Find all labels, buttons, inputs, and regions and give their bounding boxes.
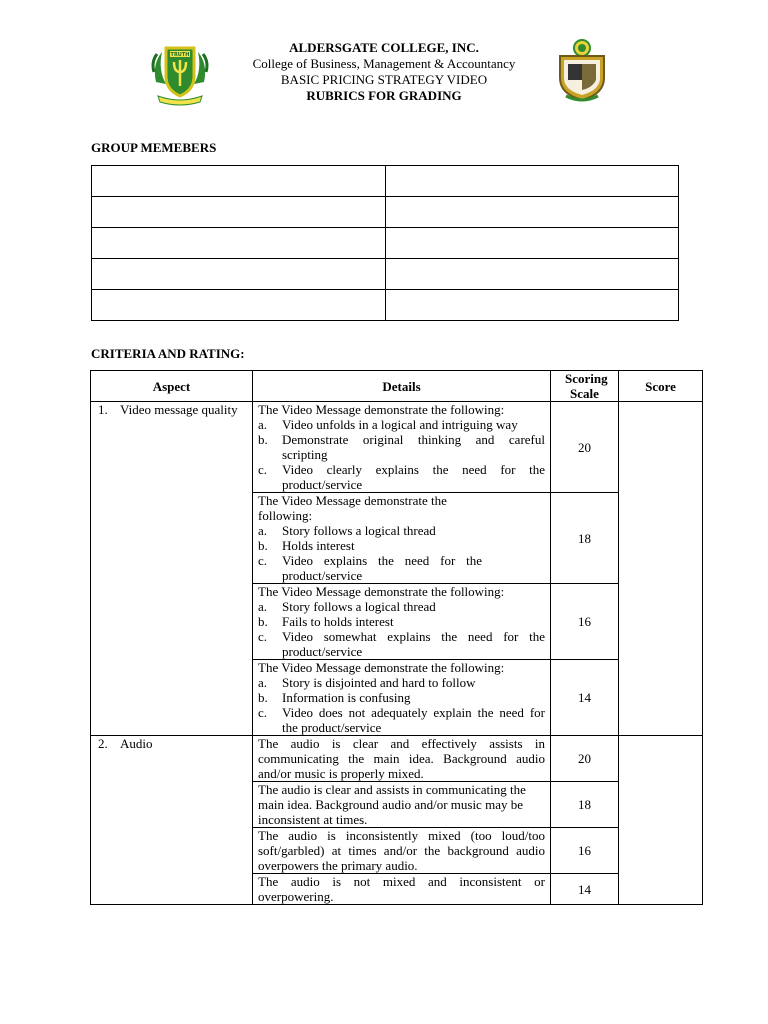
list-item: a. Story follows a logical thread	[258, 523, 436, 538]
member-cell[interactable]	[92, 259, 386, 290]
list-item: c. Video does not adequately explain the need for the product/service	[258, 705, 545, 735]
aspect-number: 1.	[98, 402, 108, 417]
list-item: b. Information is confusing	[258, 690, 411, 705]
rubric-header-row	[91, 371, 703, 402]
college-name: ALDERSGATE COLLEGE, INC.	[289, 40, 479, 55]
member-cell[interactable]	[385, 290, 679, 321]
list-item: b. Fails to holds interest	[258, 614, 394, 629]
subject-title: BASIC PRICING STRATEGY VIDEO	[280, 72, 488, 87]
aspect-cell	[91, 736, 253, 905]
scoring-scale-cell: 16	[551, 584, 619, 660]
scoring-scale-cell: 20	[551, 736, 619, 782]
group-members-title: GROUP MEMEBERS	[91, 140, 217, 155]
column-header-details: Details	[253, 371, 551, 402]
details-cell	[253, 402, 551, 493]
scoring-scale-cell: 18	[551, 493, 619, 584]
details-lead: The Video Message demonstrate the following:	[258, 402, 505, 417]
member-cell[interactable]	[92, 166, 386, 197]
list-item: c. Video clearly explains the need for the product/service	[258, 462, 545, 492]
details-cell: The audio is clear and assists in communicating the main idea. Background audio and/or music may be inconsistent at times.	[253, 782, 551, 828]
scoring-scale-cell: 14	[551, 874, 619, 905]
member-row	[92, 228, 679, 259]
details-cell: The audio is not mixed and inconsistent or overpowering.	[253, 874, 551, 905]
list-item: b. Demonstrate original thinking and careful scripting	[258, 432, 545, 462]
member-cell[interactable]	[385, 259, 679, 290]
document-header	[0, 40, 768, 104]
aspect-cell	[91, 402, 253, 736]
details-lead: The Video Message demonstrate the following:	[258, 584, 505, 599]
rubric-title: RUBRICS FOR GRADING	[306, 88, 462, 103]
list-item: a. Story is disjointed and hard to follow	[258, 675, 476, 690]
member-row	[92, 259, 679, 290]
aspect-number: 2.	[98, 736, 108, 751]
column-header-scoring-scale: Scoring Scale	[551, 371, 619, 402]
details-lead: The Video Message demonstrate the following:	[258, 493, 447, 523]
member-row	[92, 290, 679, 321]
scoring-scale-cell: 18	[551, 782, 619, 828]
details-cell	[253, 493, 551, 584]
criteria-title: CRITERIA AND RATING:	[91, 346, 245, 361]
member-cell[interactable]	[385, 197, 679, 228]
rubric-row	[91, 736, 703, 782]
scoring-scale-cell: 20	[551, 402, 619, 493]
column-header-score: Score	[619, 371, 703, 402]
member-cell[interactable]	[385, 228, 679, 259]
aspect-name: Video message quality	[120, 402, 238, 417]
member-cell[interactable]	[92, 228, 386, 259]
group-members-table	[91, 165, 679, 321]
list-item: a. Video unfolds in a logical and intriguing way	[258, 417, 518, 432]
score-cell[interactable]	[619, 402, 703, 736]
rubric-table	[90, 370, 703, 905]
member-cell[interactable]	[92, 290, 386, 321]
details-cell	[253, 660, 551, 736]
member-cell[interactable]	[385, 166, 679, 197]
member-row	[92, 166, 679, 197]
list-item: b. Holds interest	[258, 538, 355, 553]
member-cell[interactable]	[92, 197, 386, 228]
list-item: a. Story follows a logical thread	[258, 599, 436, 614]
rubric-row	[91, 402, 703, 493]
member-row	[92, 197, 679, 228]
details-cell: The audio is clear and effectively assists in communicating the main idea. Background audio and/or music is properly mixed.	[253, 736, 551, 782]
list-item: c. Video somewhat explains the need for the product/service	[258, 629, 545, 659]
aspect-name: Audio	[120, 736, 153, 751]
column-header-aspect: Aspect	[91, 371, 253, 402]
scoring-scale-cell: 14	[551, 660, 619, 736]
details-cell	[253, 584, 551, 660]
list-item: c. Video explains the need for the product/service	[258, 553, 482, 583]
department-name: College of Business, Management & Accountancy	[252, 56, 516, 71]
details-lead: The Video Message demonstrate the following:	[258, 660, 505, 675]
scoring-scale-cell: 16	[551, 828, 619, 874]
svg-text:TRUTH: TRUTH	[170, 52, 190, 58]
score-cell[interactable]	[619, 736, 703, 905]
details-cell: The audio is inconsistently mixed (too loud/too soft/garbled) at times and/or the background audio overpowers the primary audio.	[253, 828, 551, 874]
